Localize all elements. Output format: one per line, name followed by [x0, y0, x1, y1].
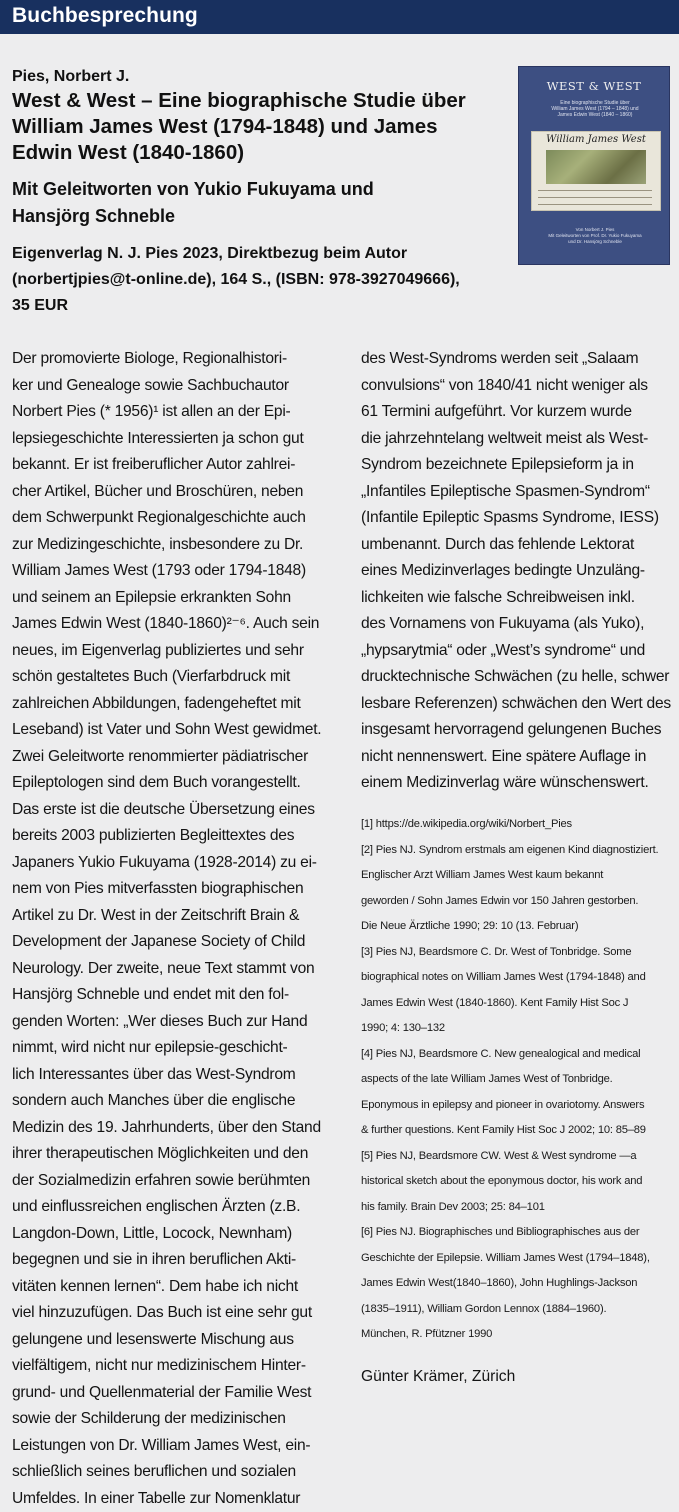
- body-text-line: (Infantile Epileptic Spasms Syndrome, IESS): [361, 505, 673, 532]
- body-text-line: sowie der Schilderung der medizinischen: [12, 1406, 334, 1433]
- reference-line: Eponymous in epilepsy and pioneer in ovariotomy. Answers: [361, 1093, 673, 1119]
- body-text-line: dem Schwerpunkt Regionalgeschichte auch: [12, 505, 334, 532]
- reference-line: geworden / Sohn James Edwin vor 150 Jahren gestorben.: [361, 889, 673, 915]
- body-text-line: Medizin des 19. Jahrhunderts, über den Stand: [12, 1115, 334, 1142]
- body-text-line: Leistungen von Dr. William James West, ein-: [12, 1433, 334, 1460]
- cover-signature: William James West: [536, 134, 656, 145]
- reference-line: James Edwin West (1840-1860). Kent Family Hist Soc J: [361, 991, 673, 1017]
- body-text-line: nimmt, wird nicht nur epilepsie-geschicht-: [12, 1035, 334, 1062]
- body-text-line: Epileptologen sind dem Buch vorangestellt.: [12, 770, 334, 797]
- body-text-line: die jahrzehntelang weltweit meist als West-: [361, 426, 673, 453]
- body-text-line: umbenannt. Durch das fehlende Lektorat: [361, 532, 673, 559]
- body-text-line: vielfältigem, nicht nur medizinischem Hinter-: [12, 1353, 334, 1380]
- body-text-line: Artikel zu Dr. West in der Zeitschrift Brain &: [12, 903, 334, 930]
- body-text-line: sondern auch Manches über die englische: [12, 1088, 334, 1115]
- section-header: [0, 0, 679, 34]
- reference-line: Die Neue Ärztliche 1990; 29: 10 (13. Februar): [361, 914, 673, 940]
- book-title-line: Edwin West (1840-1860): [12, 140, 507, 166]
- book-title-line: William James West (1794-1848) und James: [12, 114, 507, 140]
- body-text-line: ihrer therapeutischen Möglichkeiten und den: [12, 1141, 334, 1168]
- book-cover-image: [518, 66, 670, 265]
- cover-card-rule: [538, 190, 652, 191]
- body-text-line: bekannt. Er ist freiberuflicher Autor zahlrei-: [12, 452, 334, 479]
- cover-footer-line: Von Norbert J. Pies: [533, 227, 657, 233]
- body-text-line: Zwei Geleitworte renommierter pädiatrischer: [12, 744, 334, 771]
- book-subtitle-line: Hansjörg Schneble: [12, 203, 492, 230]
- reference-line: & further questions. Kent Family Hist Soc J 2002; 10: 85–89: [361, 1118, 673, 1144]
- publication-line: (norbertjpies@t-online.de), 164 S., (ISBN: 978-3927049666),: [12, 267, 512, 293]
- reference-line: Englischer Arzt William James West kaum bekannt: [361, 863, 673, 889]
- body-text-line: Langdon-Down, Little, Locock, Newnham): [12, 1221, 334, 1248]
- cover-footer: [533, 227, 657, 245]
- body-text-line: Norbert Pies (* 1956)¹ ist allen an der Epi-: [12, 399, 334, 426]
- body-text-line: ker und Genealoge sowie Sachbuchautor: [12, 373, 334, 400]
- cover-card-rule: [538, 197, 652, 198]
- book-title: [12, 88, 507, 166]
- reference-line: 1990; 4: 130–132: [361, 1016, 673, 1042]
- review-text-left-column: [12, 346, 334, 1512]
- reference-line: [5] Pies NJ, Beardsmore CW. West & West syndrome —a: [361, 1144, 673, 1170]
- cover-card-rule: [538, 204, 652, 205]
- reference-line: [2] Pies NJ. Syndrom erstmals am eigenen Kind diagnostiziert.: [361, 838, 673, 864]
- body-text-line: gelungene und lesenswerte Mischung aus: [12, 1327, 334, 1354]
- body-text-line: bereits 2003 publizierten Begleittextes des: [12, 823, 334, 850]
- body-text-line: Neurology. Der zweite, neue Text stammt von: [12, 956, 334, 983]
- reference-line: [3] Pies NJ, Beardsmore C. Dr. West of Tonbridge. Some: [361, 940, 673, 966]
- body-text-line: nem von Pies mitverfassten biographischen: [12, 876, 334, 903]
- cover-subtitle-line: William James West (1794 – 1848) und: [533, 106, 657, 112]
- body-text-line: lepsiegeschichte Interessierten ja schon gut: [12, 426, 334, 453]
- reference-line: [4] Pies NJ, Beardsmore C. New genealogical and medical: [361, 1042, 673, 1068]
- book-subtitle-line: Mit Geleitworten von Yukio Fukuyama und: [12, 176, 492, 203]
- body-text-line: James Edwin West (1840-1860)²⁻⁶. Auch sein: [12, 611, 334, 638]
- cover-photo: [546, 150, 646, 184]
- body-text-line: der Sozialmedizin erfahren sowie berühmten: [12, 1168, 334, 1195]
- book-subtitle: [12, 176, 492, 230]
- reference-line: Geschichte der Epilepsie. William James West (1794–1848),: [361, 1246, 673, 1272]
- body-text-line: 61 Termini aufgeführt. Vor kurzem wurde: [361, 399, 673, 426]
- reference-line: aspects of the late William James West of Tonbridge.: [361, 1067, 673, 1093]
- cover-footer-line: Mit Geleitworten von Prof. Dr. Yukio Fukuyama: [533, 233, 657, 239]
- body-text-line: zur Medizingeschichte, insbesondere zu Dr.: [12, 532, 334, 559]
- reference-line: James Edwin West(1840–1860), John Hughlings-Jackson: [361, 1271, 673, 1297]
- body-text-line: Umfeldes. In einer Tabelle zur Nomenklatur: [12, 1486, 334, 1512]
- reference-line: historical sketch about the eponymous doctor, his work and: [361, 1169, 673, 1195]
- section-title: Buchbesprechung: [12, 4, 198, 28]
- body-text-line: insgesamt hervorragend gelungenen Buches: [361, 717, 673, 744]
- body-text-line: lesbare Referenzen) schwächen den Wert des: [361, 691, 673, 718]
- body-text-line: des Vornamens von Fukuyama (als Yuko),: [361, 611, 673, 638]
- body-text-line: „Infantiles Epileptische Spasmen-Syndrom“: [361, 479, 673, 506]
- body-text-line: cher Artikel, Bücher und Broschüren, neben: [12, 479, 334, 506]
- body-text-line: und einflussreichen englischen Ärzten (z.B.: [12, 1194, 334, 1221]
- review-text-right-column: [361, 346, 673, 797]
- cover-footer-line: und Dr. Hansjörg Schneble: [533, 239, 657, 245]
- body-text-line: grund- und Quellenmaterial der Familie West: [12, 1380, 334, 1407]
- body-text-line: Hansjörg Schneble und endet mit den fol-: [12, 982, 334, 1009]
- body-text-line: viel hinzuzufügen. Das Buch ist eine sehr gut: [12, 1300, 334, 1327]
- body-text-line: schön gestaltetes Buch (Vierfarbdruck mit: [12, 664, 334, 691]
- body-text-line: Der promovierte Biologe, Regionalhistori-: [12, 346, 334, 373]
- body-text-line: Das erste ist die deutsche Übersetzung eines: [12, 797, 334, 824]
- reference-line: [1] https://de.wikipedia.org/wiki/Norbert_Pies: [361, 812, 673, 838]
- body-text-line: schließlich seines beruflichen und sozialen: [12, 1459, 334, 1486]
- book-author: Pies, Norbert J.: [12, 68, 129, 86]
- cover-card: [531, 131, 661, 211]
- body-text-line: Leseband) ist Vater und Sohn West gewidmet.: [12, 717, 334, 744]
- body-text-line: nicht nennenswert. Eine spätere Auflage in: [361, 744, 673, 771]
- body-text-line: Development der Japanese Society of Child: [12, 929, 334, 956]
- cover-subtitle: [533, 100, 657, 118]
- body-text-line: lichkeiten wie falsche Schreibweisen inkl.: [361, 585, 673, 612]
- body-text-line: begegnen und sie in ihren beruflichen Akti-: [12, 1247, 334, 1274]
- references-list: [361, 812, 673, 1348]
- body-text-line: zahlreichen Abbildungen, fadengeheftet mit: [12, 691, 334, 718]
- body-text-line: genden Worten: „Wer dieses Buch zur Hand: [12, 1009, 334, 1036]
- body-text-line: Syndrom bezeichnete Epilepsieform ja in: [361, 452, 673, 479]
- publication-line: Eigenverlag N. J. Pies 2023, Direktbezug beim Autor: [12, 241, 512, 267]
- reviewer-signature: Günter Krämer, Zürich: [361, 1368, 515, 1386]
- cover-subtitle-line: James Edwin West (1840 – 1860): [533, 112, 657, 118]
- reference-line: (1835–1911), William Gordon Lennox (1884–1960).: [361, 1297, 673, 1323]
- body-text-line: William James West (1793 oder 1794-1848): [12, 558, 334, 585]
- body-text-line: eines Medizinverlages bedingte Unzuläng-: [361, 558, 673, 585]
- reference-line: his family. Brain Dev 2003; 25: 84–101: [361, 1195, 673, 1221]
- body-text-line: neues, im Eigenverlag publiziertes und sehr: [12, 638, 334, 665]
- reference-line: biographical notes on William James West (1794-1848) and: [361, 965, 673, 991]
- body-text-line: des West-Syndroms werden seit „Salaam: [361, 346, 673, 373]
- body-text-line: einem Medizinverlag wäre wünschenswert.: [361, 770, 673, 797]
- book-publication-info: [12, 241, 512, 319]
- book-title-line: West & West – Eine biographische Studie über: [12, 88, 507, 114]
- body-text-line: convulsions“ von 1840/41 nicht weniger als: [361, 373, 673, 400]
- body-text-line: drucktechnische Schwächen (zu helle, schwer: [361, 664, 673, 691]
- body-text-line: „hypsarytmia“ oder „West’s syndrome“ und: [361, 638, 673, 665]
- body-text-line: vitäten kennen lernen“. Dem habe ich nicht: [12, 1274, 334, 1301]
- cover-subtitle-line: Eine biographische Studie über: [533, 100, 657, 106]
- reference-line: München, R. Pfützner 1990: [361, 1322, 673, 1348]
- body-text-line: lich Interessantes über das West-Syndrom: [12, 1062, 334, 1089]
- cover-title: WEST & WEST: [519, 79, 669, 93]
- body-text-line: und seinem an Epilepsie erkrankten Sohn: [12, 585, 334, 612]
- publication-line: 35 EUR: [12, 293, 512, 319]
- body-text-line: Japaners Yukio Fukuyama (1928-2014) zu ei-: [12, 850, 334, 877]
- reference-line: [6] Pies NJ. Biographisches und Bibliographisches aus der: [361, 1220, 673, 1246]
